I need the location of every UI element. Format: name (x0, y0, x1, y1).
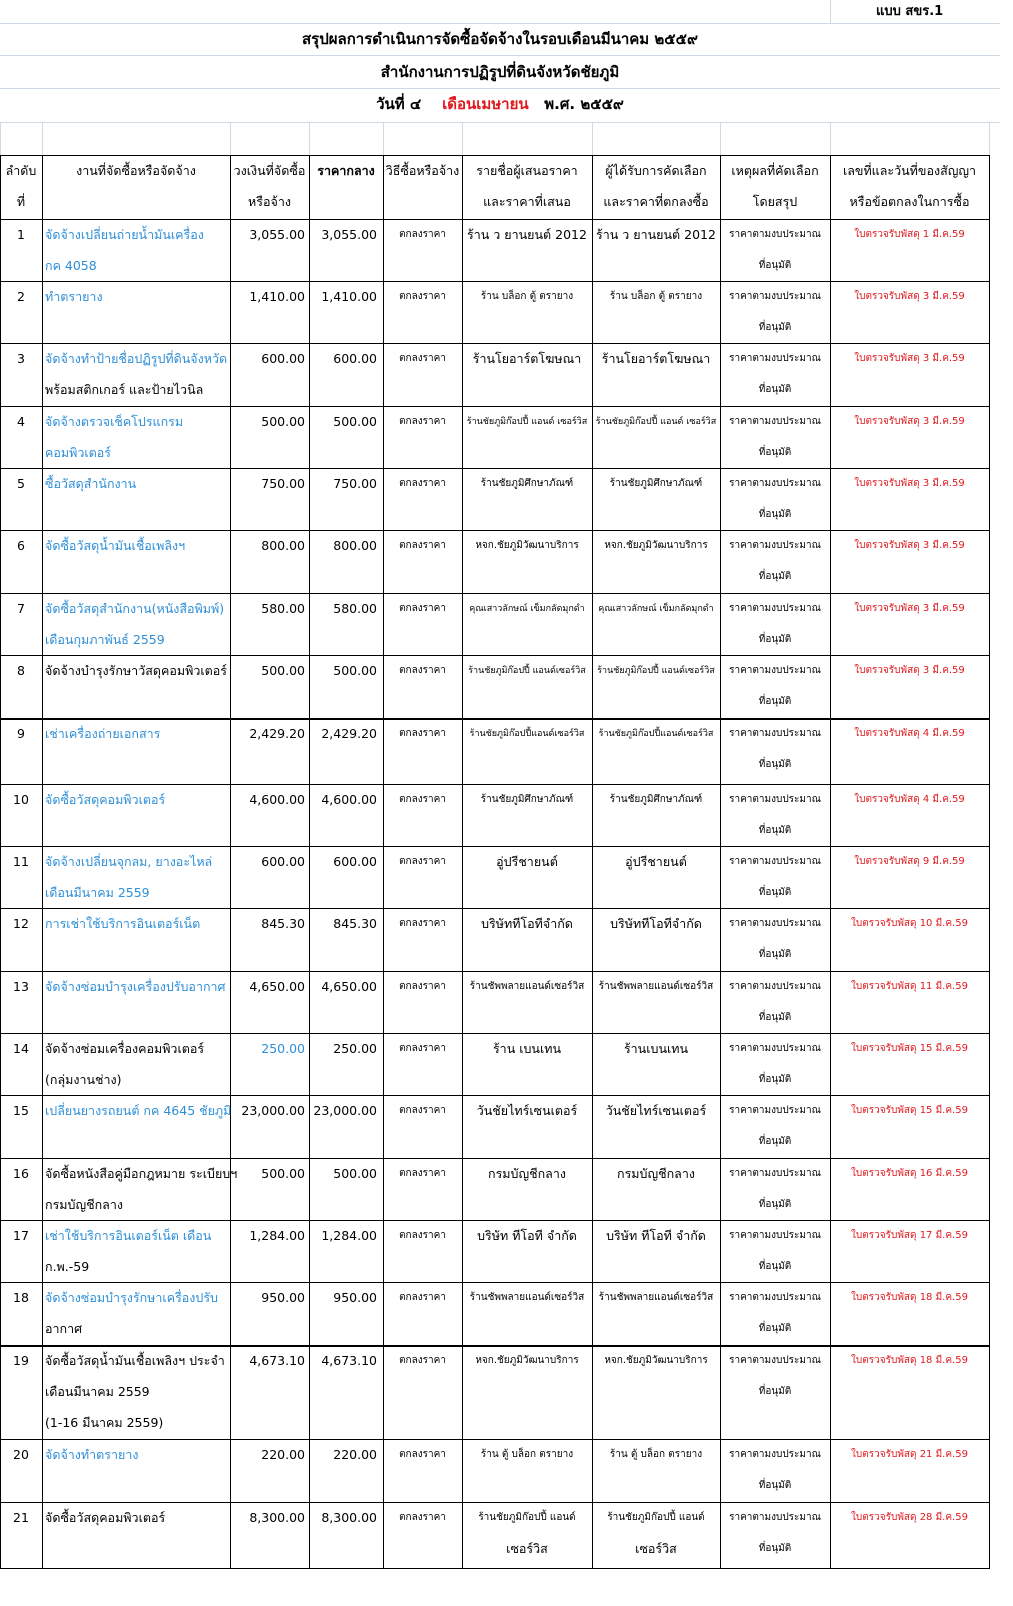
column-header-line2: ที่ (16, 194, 26, 209)
reference-price: 845.30 (333, 916, 377, 931)
sheet-gridline (830, 0, 831, 23)
item-description: (1-16 มีนาคม 2559) (45, 1415, 164, 1430)
selected-vendor: ร้าน บล็อก ตู้ ตรายาง (609, 291, 703, 302)
contract-reference: ใบตรวจรับพัสดุ 3 มี.ค.59 (854, 665, 965, 676)
reference-price: 1,284.00 (321, 1228, 377, 1243)
row-number: 2 (17, 289, 25, 304)
contract-reference: ใบตรวจรับพัสดุ 16 มี.ค.59 (851, 1168, 968, 1179)
selection-reason: ราคาตามงบประมาณ (729, 540, 821, 551)
contract-reference: ใบตรวจรับพัสดุ 1 มี.ค.59 (854, 229, 965, 240)
budget-amount: 23,000.00 (241, 1103, 305, 1118)
procurement-method: ตกลงราคา (399, 918, 446, 929)
budget-amount: 4,600.00 (249, 792, 305, 807)
bidder-name: บริษัททีโอทีจำกัด (481, 916, 573, 931)
selected-vendor: ร้านชัยภูมิก๊อปปี้แอนด์เซอร์วิส (598, 729, 714, 739)
bidder-name: กรมบัญชีกลาง (488, 1166, 566, 1181)
item-description: ซื้อวัสดุสำนักงาน (45, 476, 137, 491)
contract-reference: ใบตรวจรับพัสดุ 18 มี.ค.59 (851, 1355, 968, 1366)
selection-reason: ราคาตามงบประมาณ (729, 728, 821, 739)
procurement-method: ตกลงราคา (399, 856, 446, 867)
sheet-gridline (309, 122, 310, 155)
selection-reason: ราคาตามงบประมาณ (729, 353, 821, 364)
bidder-name: คุณเสาวลักษณ์ เข็มกลัดมุกดำ (469, 604, 585, 614)
selection-reason: ราคาตามงบประมาณ (729, 1512, 821, 1523)
selection-reason-line2: ที่อนุมัติ (758, 1261, 792, 1272)
selection-reason: ราคาตามงบประมาณ (729, 981, 821, 992)
reference-price: 220.00 (333, 1447, 377, 1462)
row-divider (0, 1220, 990, 1221)
column-header: วงเงินที่จัดซื้อ (233, 163, 306, 178)
selection-reason: ราคาตามงบประมาณ (729, 1043, 821, 1054)
column-header-line2: และราคาที่เสนอ (483, 194, 571, 209)
procurement-method: ตกลงราคา (399, 603, 446, 614)
row-divider (0, 971, 990, 972)
selection-reason-line2: ที่อนุมัติ (758, 509, 792, 520)
sheet-gridline (0, 23, 1000, 24)
item-description: จัดซื้อวัสดุคอมพิวเตอร์ (45, 1510, 166, 1525)
item-description: เปลี่ยนยางรถยนต์ กค 4645 ชัยภูมิ (45, 1103, 232, 1118)
item-description: จัดจ้างบำรุงรักษาวัสดุคอมพิวเตอร์ (45, 663, 227, 678)
row-number: 4 (17, 414, 25, 429)
row-divider (0, 530, 990, 531)
selection-reason: ราคาตามงบประมาณ (729, 1292, 821, 1303)
bidder-name: ร้านชัพพลายแอนด์เซอร์วิส (469, 1292, 585, 1303)
selected-vendor: บริษัททีโอทีจำกัด (610, 916, 702, 931)
contract-reference: ใบตรวจรับพัสดุ 21 มี.ค.59 (851, 1449, 968, 1460)
selection-reason: ราคาตามงบประมาณ (729, 1168, 821, 1179)
item-description: เดือนมีนาคม 2559 (45, 1384, 150, 1399)
item-description: พร้อมสติกเกอร์ และป้ายไวนิล (45, 382, 204, 397)
selection-reason-line2: ที่อนุมัติ (758, 1074, 792, 1085)
contract-reference: ใบตรวจรับพัสดุ 3 มี.ค.59 (854, 540, 965, 551)
selection-reason-line2: ที่อนุมัติ (758, 887, 792, 898)
reference-price: 580.00 (333, 601, 377, 616)
selected-vendor: ร้านเบนเทน (623, 1041, 689, 1056)
contract-reference: ใบตรวจรับพัสดุ 11 มี.ค.59 (851, 981, 968, 992)
item-description: อากาศ (45, 1321, 83, 1336)
selection-reason: ราคาตามงบประมาณ (729, 1230, 821, 1241)
reference-price: 23,000.00 (313, 1103, 377, 1118)
selection-reason-line2: ที่อนุมัติ (758, 759, 792, 770)
column-header-line2: และราคาที่ตกลงซื้อ (603, 194, 709, 209)
budget-amount: 800.00 (261, 538, 305, 553)
selection-reason: ราคาตามงบประมาณ (729, 856, 821, 867)
contract-reference: ใบตรวจรับพัสดุ 3 มี.ค.59 (854, 478, 965, 489)
selection-reason: ราคาตามงบประมาณ (729, 603, 821, 614)
column-header: เลขที่และวันที่ของสัญญา (842, 163, 977, 178)
bidder-name: ร้าน บล็อก ตู้ ตรายาง (480, 291, 574, 302)
selection-reason-line2: ที่อนุมัติ (758, 260, 792, 271)
item-description: คอมพิวเตอร์ (45, 445, 111, 460)
bidder-name: ร้านโยอาร์ตโฆษณา (472, 351, 582, 366)
bidder-name: หจก.ชัยภูมิวัฒนาบริการ (475, 540, 579, 551)
reference-price: 2,429.20 (321, 726, 377, 741)
procurement-method: ตกลงราคา (399, 291, 446, 302)
selection-reason-line2: ที่อนุมัติ (758, 825, 792, 836)
date-month: เดือนเมษายน (442, 95, 529, 113)
selection-reason: ราคาตามงบประมาณ (729, 665, 821, 676)
bidder-name: ร้าน ว ยานยนต์ 2012 (467, 227, 587, 242)
budget-amount: 600.00 (261, 351, 305, 366)
procurement-method: ตกลงราคา (399, 1355, 446, 1366)
row-divider (0, 1439, 990, 1440)
contract-reference: ใบตรวจรับพัสดุ 10 มี.ค.59 (851, 918, 968, 929)
budget-amount: 250.00 (261, 1041, 305, 1056)
procurement-method: ตกลงราคา (399, 229, 446, 240)
row-number: 3 (17, 351, 25, 366)
reference-price: 4,650.00 (321, 979, 377, 994)
bidder-name: ร้าน เบนเทน (492, 1041, 562, 1056)
column-divider (989, 155, 990, 1568)
row-number: 14 (13, 1041, 29, 1056)
selected-vendor: ร้านชัยภูมิก๊อปปี้ แอนด์ (607, 1512, 705, 1523)
reference-price: 500.00 (333, 663, 377, 678)
selection-reason: ราคาตามงบประมาณ (729, 229, 821, 240)
budget-amount: 500.00 (261, 414, 305, 429)
budget-amount: 1,410.00 (249, 289, 305, 304)
reference-price: 3,055.00 (321, 227, 377, 242)
procurement-method: ตกลงราคา (399, 1292, 446, 1303)
selection-reason-line2: ที่อนุมัติ (758, 634, 792, 645)
item-description: จัดจ้างตรวจเช็คโปรแกรม (45, 414, 184, 429)
column-header-line2: หรือจ้าง (248, 194, 291, 209)
sheet-gridline (0, 55, 1000, 56)
item-description: จัดจ้างซ่อมบำรุงรักษาเครื่องปรับ (45, 1290, 218, 1305)
contract-reference: ใบตรวจรับพัสดุ 28 มี.ค.59 (851, 1512, 968, 1523)
table-border (0, 219, 990, 220)
bidder-name: ร้านชัยภูมิศึกษาภัณฑ์ (480, 794, 574, 805)
row-number: 15 (13, 1103, 29, 1118)
sheet-gridline (230, 122, 231, 155)
column-header: งานที่จัดซื้อหรือจัดจ้าง (76, 163, 196, 178)
row-number: 7 (17, 601, 25, 616)
row-divider (0, 846, 990, 847)
bidder-name: อู่ปรีชายนต์ (496, 854, 558, 869)
procurement-method: ตกลงราคา (399, 1449, 446, 1460)
sheet-gridline (0, 122, 1, 155)
selected-vendor: ร้านชัพพลายแอนด์เซอร์วิส (598, 1292, 714, 1303)
bidder-name: หจก.ชัยภูมิวัฒนาบริการ (475, 1355, 579, 1366)
selected-vendor: คุณเสาวลักษณ์ เข็มกลัดมุกดำ (598, 604, 714, 614)
selected-vendor-line2: เซอร์วิส (635, 1541, 677, 1556)
reference-price: 1,410.00 (321, 289, 377, 304)
reference-price: 500.00 (333, 414, 377, 429)
row-number: 16 (13, 1166, 29, 1181)
selection-reason-line2: ที่อนุมัติ (758, 571, 792, 582)
row-number: 18 (13, 1290, 29, 1305)
column-header: ลำดับ (5, 163, 37, 178)
selection-reason-line2: ที่อนุมัติ (758, 1323, 792, 1334)
item-description: เดือนกุมภาพันธ์ 2559 (45, 632, 165, 647)
row-divider (0, 406, 990, 407)
item-description: ก.พ.-59 (45, 1259, 90, 1274)
selection-reason-line2: ที่อนุมัติ (758, 1012, 792, 1023)
date-suffix: พ.ศ. ๒๕๕๙ (544, 95, 624, 113)
item-description: จัดซื้อวัสดุคอมพิวเตอร์ (45, 792, 166, 807)
column-header-line2: โดยสรุป (752, 194, 798, 209)
item-description: จัดจ้างเปลี่ยนถ่ายน้ำมันเครื่อง (45, 227, 204, 242)
row-divider (0, 468, 990, 469)
selected-vendor: หจก.ชัยภูมิวัฒนาบริการ (604, 540, 708, 551)
procurement-method: ตกลงราคา (399, 1105, 446, 1116)
procurement-method: ตกลงราคา (399, 728, 446, 739)
procurement-method: ตกลงราคา (399, 1168, 446, 1179)
budget-amount: 750.00 (261, 476, 305, 491)
selected-vendor: ร้าน ตู้ บล็อก ตรายาง (609, 1449, 703, 1460)
sheet-gridline (0, 122, 1000, 123)
selected-vendor: ร้านชัพพลายแอนด์เซอร์วิส (598, 981, 714, 992)
item-description: จัดจ้างทำตรายาง (45, 1447, 139, 1462)
row-number: 9 (17, 726, 25, 741)
budget-amount: 4,673.10 (249, 1353, 305, 1368)
bidder-name: ร้านชัยภูมิก๊อปปี้ แอนด์ เซอร์วิส (466, 417, 588, 427)
report-date (0, 96, 1000, 112)
selection-reason: ราคาตามงบประมาณ (729, 1355, 821, 1366)
sheet-gridline (0, 88, 1000, 89)
selected-vendor: อู่ปรีชายนต์ (625, 854, 687, 869)
row-divider (0, 1568, 990, 1569)
selection-reason-line2: ที่อนุมัติ (758, 696, 792, 707)
bidder-name: ร้านชัพพลายแอนด์เซอร์วิส (469, 981, 585, 992)
contract-reference: ใบตรวจรับพัสดุ 3 มี.ค.59 (854, 353, 965, 364)
reference-price: 4,673.10 (321, 1353, 377, 1368)
contract-reference: ใบตรวจรับพัสดุ 15 มี.ค.59 (851, 1105, 968, 1116)
row-divider (0, 784, 990, 785)
selection-reason: ราคาตามงบประมาณ (729, 291, 821, 302)
selected-vendor: ร้าน ว ยานยนต์ 2012 (596, 227, 716, 242)
bidder-name-line2: เซอร์วิส (506, 1541, 548, 1556)
row-number: 5 (17, 476, 25, 491)
row-divider (0, 1345, 990, 1347)
row-number: 13 (13, 979, 29, 994)
bidder-name: วันชัยไทร์เซนเตอร์ (476, 1103, 578, 1118)
budget-amount: 500.00 (261, 663, 305, 678)
row-divider (0, 593, 990, 594)
item-description: จัดจ้างซ่อมเครื่องคอมพิวเตอร์ (45, 1041, 205, 1056)
item-description: จัดซื้อหนังสือคู่มือกฎหมาย ระเบียบฯ (45, 1166, 238, 1181)
contract-reference: ใบตรวจรับพัสดุ 3 มี.ค.59 (854, 291, 965, 302)
column-header: ราคากลาง (317, 163, 375, 178)
procurement-method: ตกลงราคา (399, 981, 446, 992)
reference-price: 250.00 (333, 1041, 377, 1056)
item-description: เช่าเครื่องถ่ายเอกสาร (45, 726, 161, 741)
row-divider (0, 1095, 990, 1096)
item-description: เช่าใช้บริการอินเตอร์เน็ต เดือน (45, 1228, 212, 1243)
budget-amount: 8,300.00 (249, 1510, 305, 1525)
row-number: 19 (13, 1353, 29, 1368)
selection-reason-line2: ที่อนุมัติ (758, 949, 792, 960)
row-number: 21 (13, 1510, 29, 1525)
reference-price: 750.00 (333, 476, 377, 491)
procurement-method: ตกลงราคา (399, 540, 446, 551)
bidder-name: ร้าน ตู้ บล็อก ตรายาง (480, 1449, 574, 1460)
item-description: จัดจ้างเปลี่ยนจุกลม, ยางอะไหล่ (45, 854, 213, 869)
budget-amount: 500.00 (261, 1166, 305, 1181)
selection-reason-line2: ที่อนุมัติ (758, 1199, 792, 1210)
procurement-method: ตกลงราคา (399, 794, 446, 805)
contract-reference: ใบตรวจรับพัสดุ 9 มี.ค.59 (854, 856, 965, 867)
row-number: 10 (13, 792, 29, 807)
procurement-method: ตกลงราคา (399, 353, 446, 364)
reference-price: 8,300.00 (321, 1510, 377, 1525)
budget-amount: 4,650.00 (249, 979, 305, 994)
row-number: 11 (13, 854, 29, 869)
bidder-name: ร้านชัยภูมิศึกษาภัณฑ์ (480, 478, 574, 489)
budget-amount: 220.00 (261, 1447, 305, 1462)
bidder-name: ร้านชัยภูมิก๊อปปี้ แอนด์เซอร์วิส (468, 666, 586, 676)
contract-reference: ใบตรวจรับพัสดุ 17 มี.ค.59 (851, 1230, 968, 1241)
selection-reason: ราคาตามงบประมาณ (729, 918, 821, 929)
selection-reason-line2: ที่อนุมัติ (758, 1543, 792, 1554)
bidder-name: บริษัท ทีโอที จำกัด (477, 1228, 577, 1243)
sheet-gridline (462, 122, 463, 155)
row-number: 6 (17, 538, 25, 553)
item-description: ทำตรายาง (45, 289, 103, 304)
reference-price: 600.00 (333, 351, 377, 366)
sheet-gridline (720, 122, 721, 155)
procurement-method: ตกลงราคา (399, 478, 446, 489)
selection-reason-line2: ที่อนุมัติ (758, 322, 792, 333)
row-divider (0, 343, 990, 344)
reference-price: 4,600.00 (321, 792, 377, 807)
budget-amount: 845.30 (261, 916, 305, 931)
item-description: เดือนมีนาคม 2559 (45, 885, 150, 900)
contract-reference: ใบตรวจรับพัสดุ 3 มี.ค.59 (854, 416, 965, 427)
column-header: เหตุผลที่คัดเลือก (731, 163, 819, 178)
budget-amount: 950.00 (261, 1290, 305, 1305)
bidder-name: ร้านชัยภูมิก๊อปปี้แอนด์เซอร์วิส (469, 729, 585, 739)
procurement-method: ตกลงราคา (399, 1230, 446, 1241)
selected-vendor: ร้านชัยภูมิก๊อปปี้ แอนด์ เซอร์วิส (595, 417, 717, 427)
column-header: รายชื่อผู้เสนอราคา (476, 163, 578, 178)
column-header: ผู้ได้รับการคัดเลือก (605, 163, 707, 178)
column-divider (42, 155, 43, 1568)
contract-reference: ใบตรวจรับพัสดุ 3 มี.ค.59 (854, 603, 965, 614)
table-border (0, 155, 990, 156)
reference-price: 950.00 (333, 1290, 377, 1305)
selection-reason: ราคาตามงบประมาณ (729, 1449, 821, 1460)
item-description: จัดซื้อวัสดุสำนักงาน(หนังสือพิมพ์) (45, 601, 225, 616)
selection-reason: ราคาตามงบประมาณ (729, 794, 821, 805)
item-description: จัดจ้างซ่อมบำรุงเครื่องปรับอากาศ (45, 979, 226, 994)
row-divider (0, 1033, 990, 1034)
row-divider (0, 655, 990, 656)
selection-reason-line2: ที่อนุมัติ (758, 384, 792, 395)
row-divider (0, 1502, 990, 1503)
item-description: กค 4058 (45, 258, 97, 273)
sheet-gridline (989, 122, 990, 155)
selection-reason-line2: ที่อนุมัติ (758, 1480, 792, 1491)
budget-amount: 1,284.00 (249, 1228, 305, 1243)
selected-vendor: ร้านชัยภูมิศึกษาภัณฑ์ (609, 478, 703, 489)
row-divider (0, 1282, 990, 1283)
form-code: แบบ สขร.1 (876, 4, 944, 19)
budget-amount: 600.00 (261, 854, 305, 869)
procurement-method: ตกลงราคา (399, 1512, 446, 1523)
selected-vendor: ร้านชัยภูมิศึกษาภัณฑ์ (609, 794, 703, 805)
item-description: การเช่าใช้บริการอินเตอร์เน็ต (45, 916, 201, 931)
contract-reference: ใบตรวจรับพัสดุ 15 มี.ค.59 (851, 1043, 968, 1054)
row-divider (0, 908, 990, 909)
budget-amount: 580.00 (261, 601, 305, 616)
agency-name: สำนักงานการปฏิรูปที่ดินจังหวัดชัยภูมิ (380, 63, 620, 81)
budget-amount: 3,055.00 (249, 227, 305, 242)
selection-reason: ราคาตามงบประมาณ (729, 478, 821, 489)
contract-reference: ใบตรวจรับพัสดุ 4 มี.ค.59 (854, 794, 965, 805)
row-number: 12 (13, 916, 29, 931)
sheet-gridline (42, 122, 43, 155)
procurement-method: ตกลงราคา (399, 1043, 446, 1054)
sheet-gridline (592, 122, 593, 155)
selection-reason: ราคาตามงบประมาณ (729, 416, 821, 427)
row-divider (0, 1158, 990, 1159)
contract-reference: ใบตรวจรับพัสดุ 18 มี.ค.59 (851, 1292, 968, 1303)
row-number: 20 (13, 1447, 29, 1462)
selection-reason-line2: ที่อนุมัติ (758, 1386, 792, 1397)
date-prefix: วันที่ ๔ (376, 95, 422, 113)
item-description: จัดจ้างทำป้ายชื่อปฏิรูปที่ดินจังหวัด (45, 351, 228, 366)
reference-price: 600.00 (333, 854, 377, 869)
reference-price: 800.00 (333, 538, 377, 553)
selection-reason: ราคาตามงบประมาณ (729, 1105, 821, 1116)
selected-vendor: วันชัยไทร์เซนเตอร์ (605, 1103, 707, 1118)
selected-vendor: กรมบัญชีกลาง (617, 1166, 695, 1181)
item-description: กรมบัญชีกลาง (45, 1197, 123, 1212)
sheet-gridline (830, 122, 831, 155)
bidder-name: ร้านชัยภูมิก๊อปปี้ แอนด์ (478, 1512, 576, 1523)
row-number: 1 (17, 227, 25, 242)
reference-price: 500.00 (333, 1166, 377, 1181)
budget-amount: 2,429.20 (249, 726, 305, 741)
item-description: (กลุ่มงานช่าง) (45, 1072, 122, 1087)
row-divider (0, 281, 990, 282)
selection-reason-line2: ที่อนุมัติ (758, 447, 792, 458)
item-description: จัดซื้อวัสดุน้ำมันเชื้อเพลิงฯ (45, 538, 186, 553)
selected-vendor: ร้านโยอาร์ตโฆษณา (601, 351, 711, 366)
contract-reference: ใบตรวจรับพัสดุ 4 มี.ค.59 (854, 728, 965, 739)
procurement-method: ตกลงราคา (399, 665, 446, 676)
selected-vendor: ร้านชัยภูมิก๊อปปี้ แอนด์เซอร์วิส (597, 666, 715, 676)
selection-reason-line2: ที่อนุมัติ (758, 1136, 792, 1147)
selected-vendor: หจก.ชัยภูมิวัฒนาบริการ (604, 1355, 708, 1366)
sheet-gridline (383, 122, 384, 155)
procurement-method: ตกลงราคา (399, 416, 446, 427)
document-title: สรุปผลการดำเนินการจัดซื้อจัดจ้างในรอบเดือนมีนาคม ๒๕๕๙ (301, 30, 698, 48)
item-description: จัดซื้อวัสดุน้ำมันเชื้อเพลิงฯ ประจำ (45, 1353, 225, 1368)
row-number: 17 (13, 1228, 29, 1243)
column-header: วิธีซื้อหรือจ้าง (385, 163, 460, 178)
selected-vendor: บริษัท ทีโอที จำกัด (606, 1228, 706, 1243)
row-number: 8 (17, 663, 25, 678)
row-divider (0, 718, 990, 720)
column-header-line2: หรือข้อตกลงในการซื้อ (849, 194, 970, 209)
